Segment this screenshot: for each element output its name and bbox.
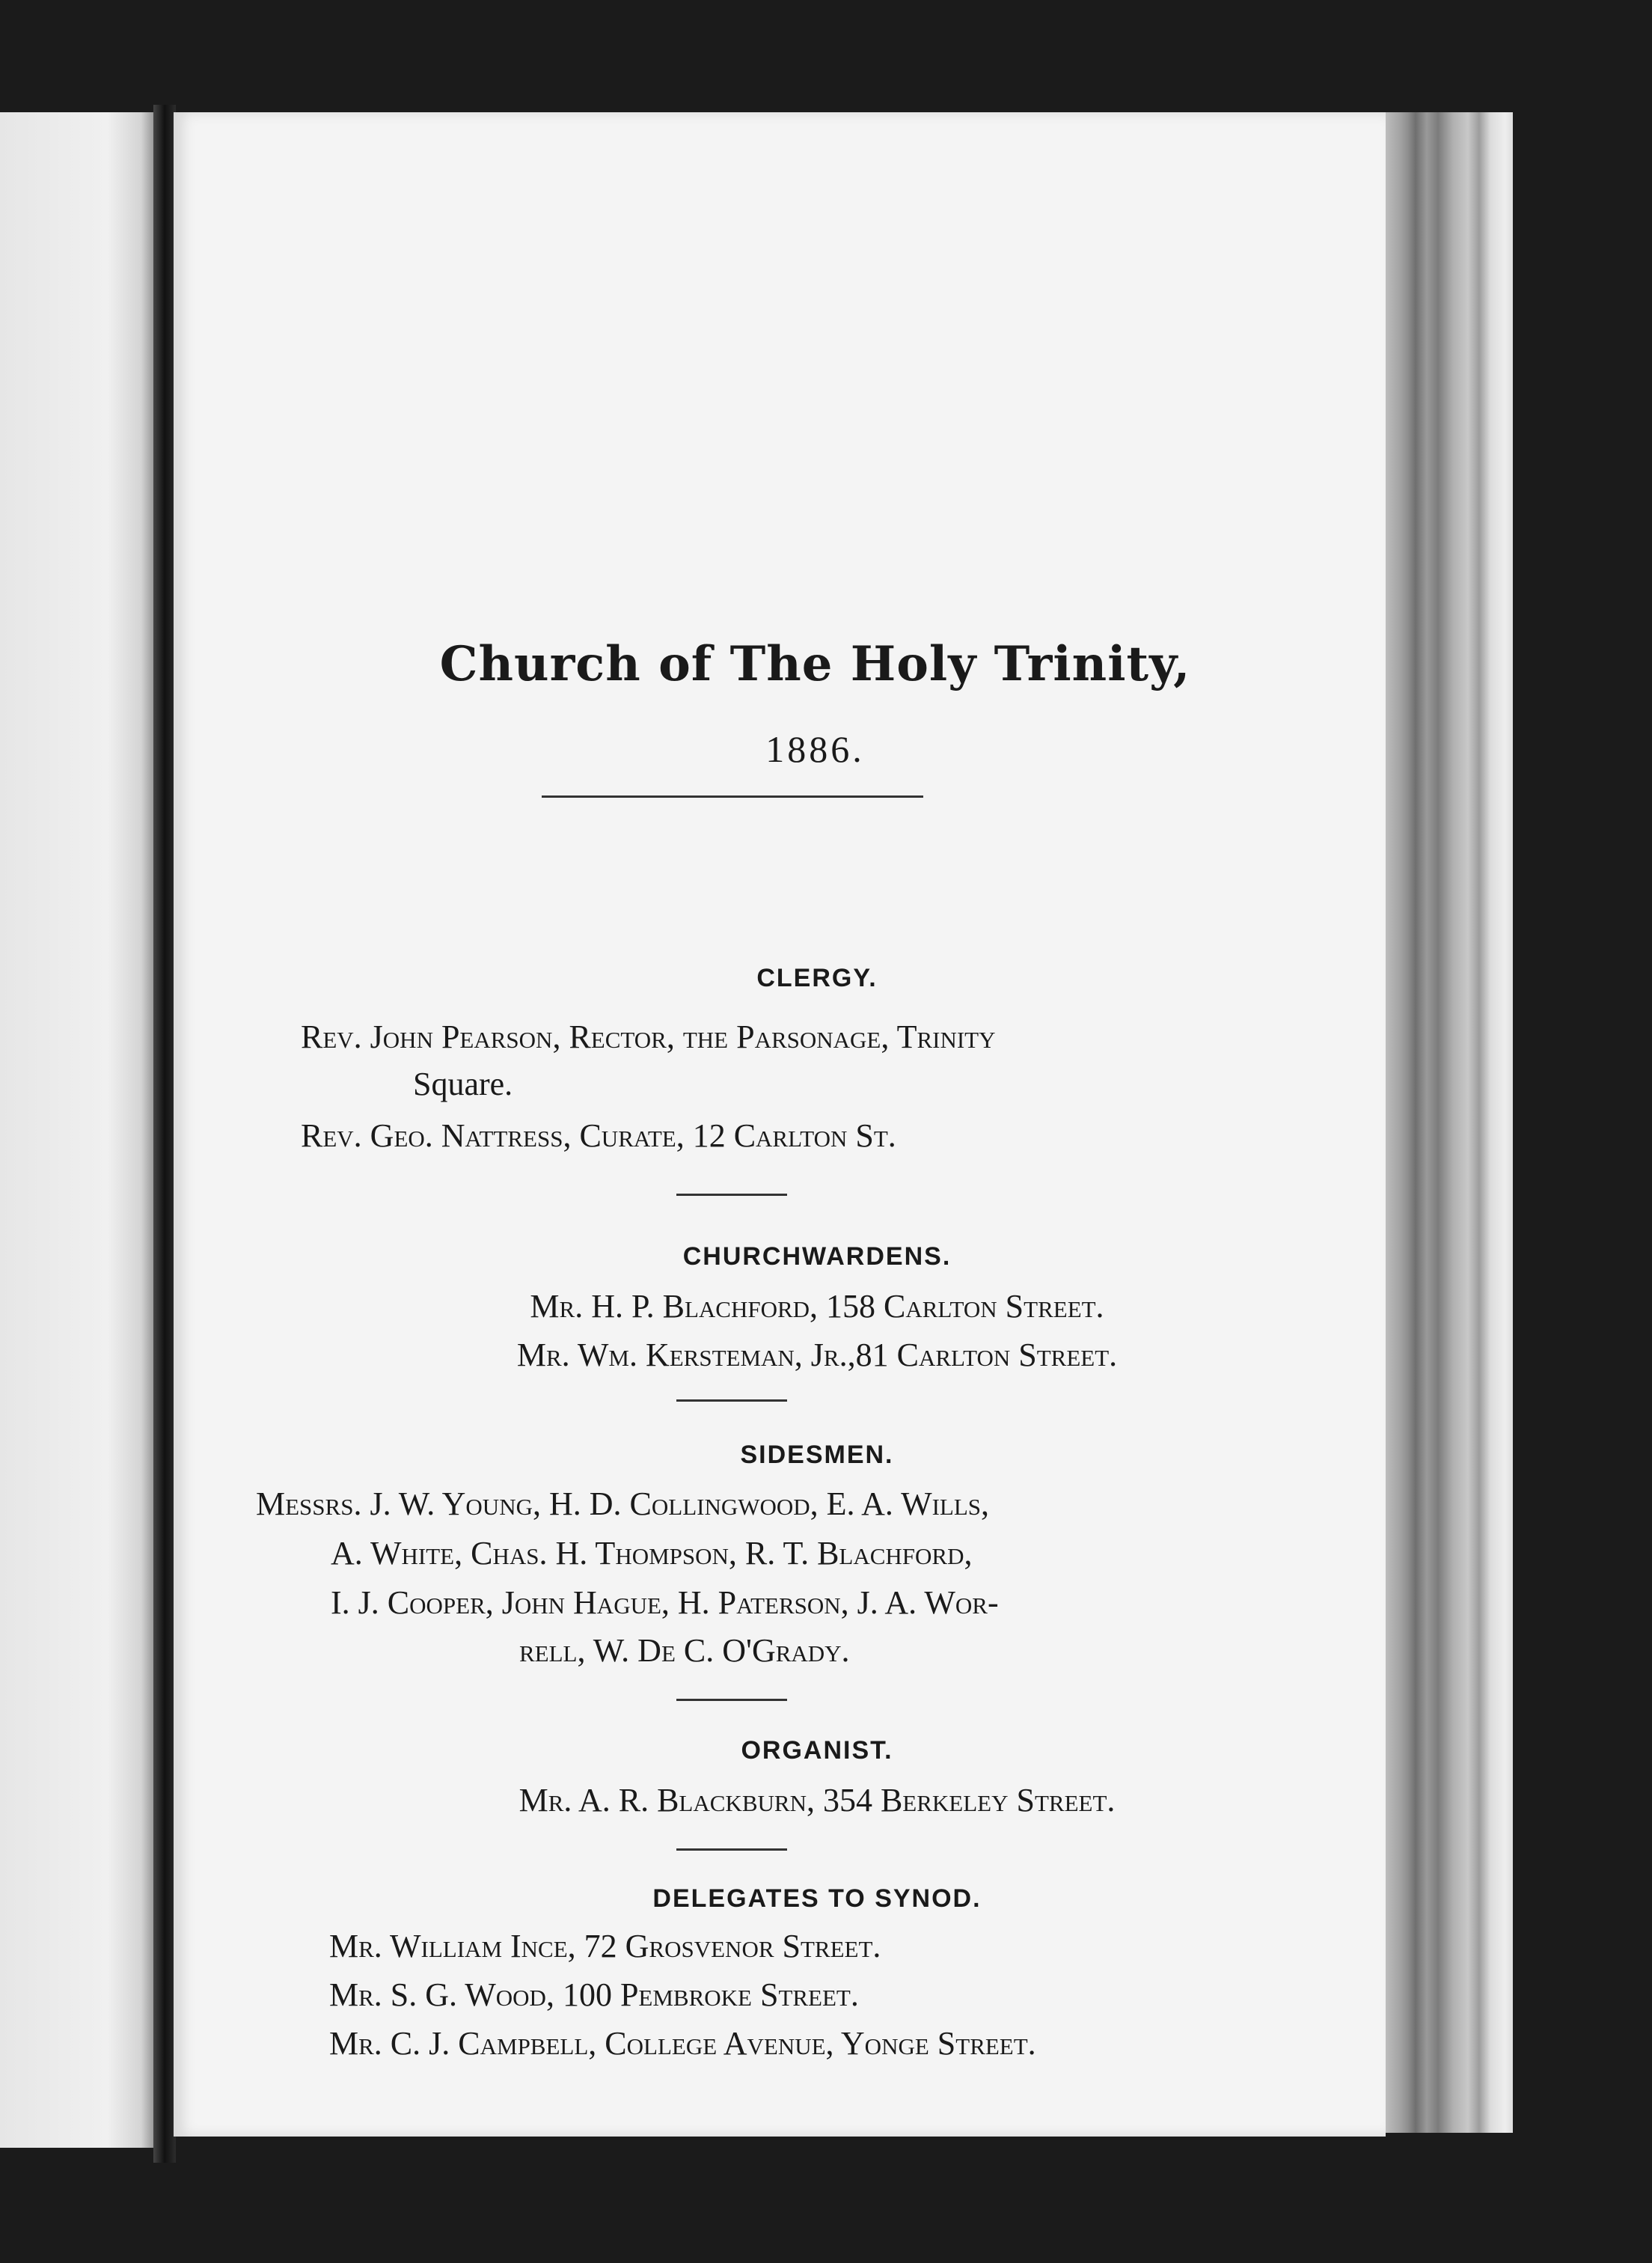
sidesmen-rule	[676, 1699, 787, 1701]
sidesmen-line-4: rell, W. De C. O'Grady.	[519, 1632, 850, 1669]
page-edges	[1386, 112, 1513, 2133]
sidesmen-line-2: A. White, Chas. H. Thompson, R. T. Blachford,	[331, 1535, 973, 1572]
organist-rule	[676, 1848, 787, 1851]
delegates-line-3: Mr. C. J. Campbell, College Avenue, Yonge Street.	[329, 2025, 1036, 2062]
title-rule	[542, 795, 923, 798]
churchwardens-heading: CHURCHWARDENS.	[682, 1242, 952, 1271]
clergy-line-2: Square.	[413, 1066, 513, 1102]
clergy-rule	[676, 1194, 787, 1196]
organist-line-1: Mr. A. R. Blackburn, 354 Berkeley Street.	[518, 1782, 1116, 1818]
left-page-edge	[0, 112, 153, 2148]
clergy-line-1: Rev. John Pearson, Rector, the Parsonage, Trinity	[301, 1018, 996, 1055]
delegates-line-1: Mr. William Ince, 72 Grosvenor Street.	[329, 1928, 881, 1964]
page-content	[174, 112, 1386, 2137]
sidesmen-heading: SIDESMEN.	[740, 1441, 894, 1469]
sidesmen-line-1: Messrs. J. W. Young, H. D. Collingwood, E. A. Wills,	[256, 1485, 990, 1522]
delegates-line-2: Mr. S. G. Wood, 100 Pembroke Street.	[329, 1976, 859, 2013]
organist-heading: ORGANIST.	[741, 1736, 893, 1765]
page-title: Church of The Holy Trinity,	[439, 636, 1191, 692]
book-gutter	[153, 105, 176, 2163]
delegates-heading: DELEGATES TO SYNOD.	[652, 1884, 982, 1913]
churchwardens-rule	[676, 1399, 787, 1402]
clergy-heading: CLERGY.	[756, 964, 878, 992]
sidesmen-line-3: I. J. Cooper, John Hague, H. Paterson, J. A. Wor-	[331, 1584, 999, 1621]
churchwardens-line-1: Mr. H. P. Blachford, 158 Carlton Street.	[530, 1288, 1104, 1325]
churchwardens-line-2: Mr. Wm. Kersteman, Jr.,81 Carlton Street.	[516, 1337, 1118, 1373]
page-year: 1886.	[765, 728, 865, 770]
clergy-line-3: Rev. Geo. Nattress, Curate, 12 Carlton St.	[301, 1117, 896, 1154]
